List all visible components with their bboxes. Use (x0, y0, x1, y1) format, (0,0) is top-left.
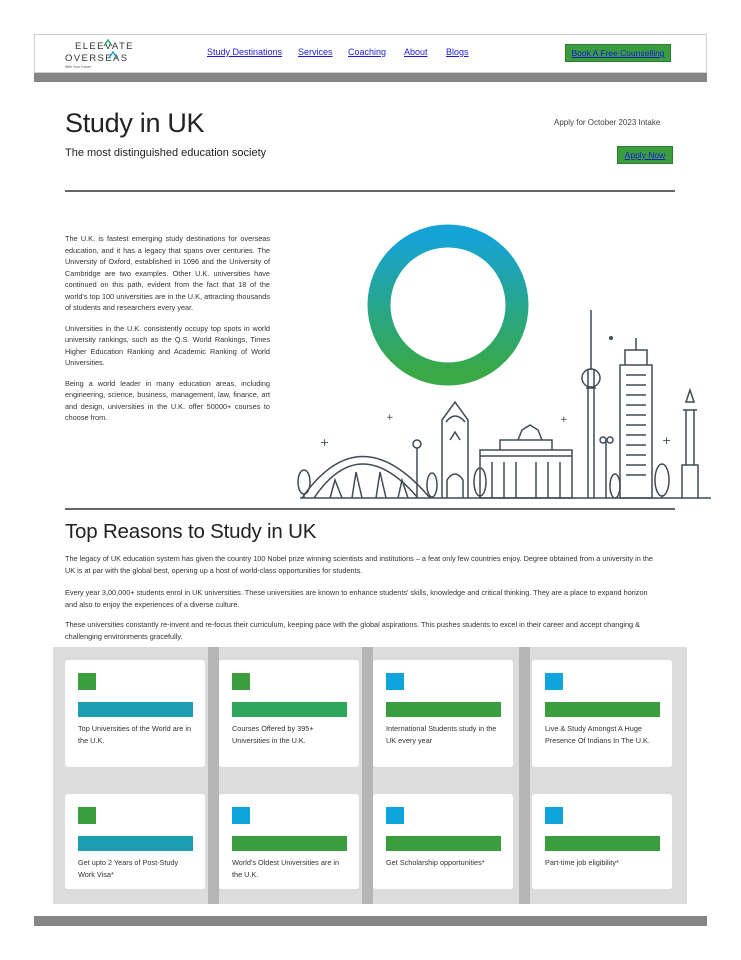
logo-arrow-icon (103, 39, 113, 47)
nav-study-destinations[interactable]: Study Destinations (207, 47, 283, 57)
reason-card (532, 660, 672, 767)
card-icon (78, 807, 96, 824)
logo-tagline: With Your Future (65, 65, 92, 69)
card-text: International Students study in the UK every year (386, 724, 497, 745)
uk-skyline-illustration (290, 210, 711, 505)
reasons-paragraph: Every year 3,00,000+ students enrol in UK universities. These universities are known to enhance students' skills, knowledge and critical thinking. They are a place to expand horizon and also to enjoy the experiences of a diverse culture. (65, 588, 648, 609)
nav-services[interactable]: Services (298, 47, 333, 57)
svg-text:+: + (560, 415, 568, 425)
reason-card (65, 660, 205, 767)
page-title: Study in UK (65, 108, 205, 138)
reason-card (373, 660, 513, 767)
card-icon (386, 807, 404, 824)
card-icon (545, 807, 563, 824)
apply-now-button[interactable]: Apply Now (617, 146, 673, 164)
reason-card (219, 660, 359, 767)
card-text: Get Scholarship opportunities* (386, 858, 485, 867)
logo-line2: OVERSEAS (65, 53, 129, 64)
gradient-ring (379, 236, 517, 374)
header-divider-bar (34, 73, 707, 82)
intake-text: Apply for October 2023 Intake (554, 118, 661, 127)
card-icon (78, 673, 96, 690)
card-bar (78, 836, 193, 851)
intro-text (65, 233, 270, 433)
card-text: World's Oldest Universities are in the U.K. (232, 858, 340, 879)
reason-card (65, 794, 205, 889)
site-header (34, 34, 707, 73)
card-text: Get upto 2 Years of Post-Study Work Visa* (78, 858, 179, 879)
reasons-paragraph: These universities constantly re-invent and re-focus their curriculum, keeping pace with the global aspirations. This pushes students to excel in their career and accept changing & challenging environments gracefully. (65, 620, 641, 641)
page-subtitle: The most distinguished education society (65, 147, 267, 159)
intro-paragraph: Universities in the U.K. consistently occupy top spots in world university rankings, such as the Q.S. World Rankings, Times Higher Education Ranking and Academic Ranking of World Universities. (65, 323, 270, 367)
section-divider (65, 190, 675, 192)
intro-paragraph: The U.K. is fastest emerging study destinations for overseas education, and it has a legacy that spans over centuries. The University of Oxford, established in 1096 and the University of Cambridge are two examples. Other U.K. universities have continued on this path, evident from the fact that 18 of the world's top 100 universities are in the U.K, attracting thousands of students and researchers every year. (65, 234, 270, 312)
column-separator (208, 647, 219, 904)
card-icon (545, 673, 563, 690)
nav-coaching[interactable]: Coaching (348, 47, 387, 57)
card-bar (545, 836, 660, 851)
card-bar (232, 702, 347, 717)
svg-text:+: + (386, 413, 394, 423)
card-bar (232, 836, 347, 851)
card-icon (232, 807, 250, 824)
reasons-heading: Top Reasons to Study in UK (65, 520, 317, 543)
reason-card (532, 794, 672, 889)
svg-text:+: + (662, 434, 672, 447)
logo-arrow-icon-2 (108, 51, 118, 59)
card-text: Courses Offered by 395+ Universities in the U.K. (232, 724, 314, 745)
reasons-paragraph: The legacy of UK education system has given the country 100 Nobel prize winning scientists and institutions – a feat only few countries enjoy. Degree obtained from a university in the UK is at par with the global best, opening up a host of world-class opportunities for students. (65, 554, 653, 575)
svg-text:+: + (320, 436, 330, 449)
footer-bar (34, 916, 707, 926)
nav-blogs[interactable]: Blogs (446, 47, 469, 57)
card-text: Part-time job eligibility* (545, 858, 619, 867)
card-text: Live & Study Amongst A Huge Presence Of Indians In The U.K. (545, 724, 650, 745)
column-separator (362, 647, 373, 904)
card-icon (232, 673, 250, 690)
intro-paragraph: Being a world leader in many education areas, including engineering, science, business, management, law, finance, art and design, universities in the U.K. offer 50000+ courses to choose from. (65, 378, 270, 422)
card-icon (386, 673, 404, 690)
card-bar (386, 836, 501, 851)
column-separator (519, 647, 530, 904)
card-bar (386, 702, 501, 717)
reason-card (373, 794, 513, 889)
book-counselling-button[interactable]: Book A Free Counselling (565, 44, 671, 62)
section-divider (65, 508, 675, 510)
card-bar (78, 702, 193, 717)
logo-line1: ELEEVATE (75, 41, 134, 52)
card-text: Top Universities of the World are in the U.K. (78, 724, 192, 745)
nav-about[interactable]: About (404, 47, 428, 57)
card-bar (545, 702, 660, 717)
logo[interactable] (65, 41, 135, 69)
reason-card (219, 794, 359, 889)
